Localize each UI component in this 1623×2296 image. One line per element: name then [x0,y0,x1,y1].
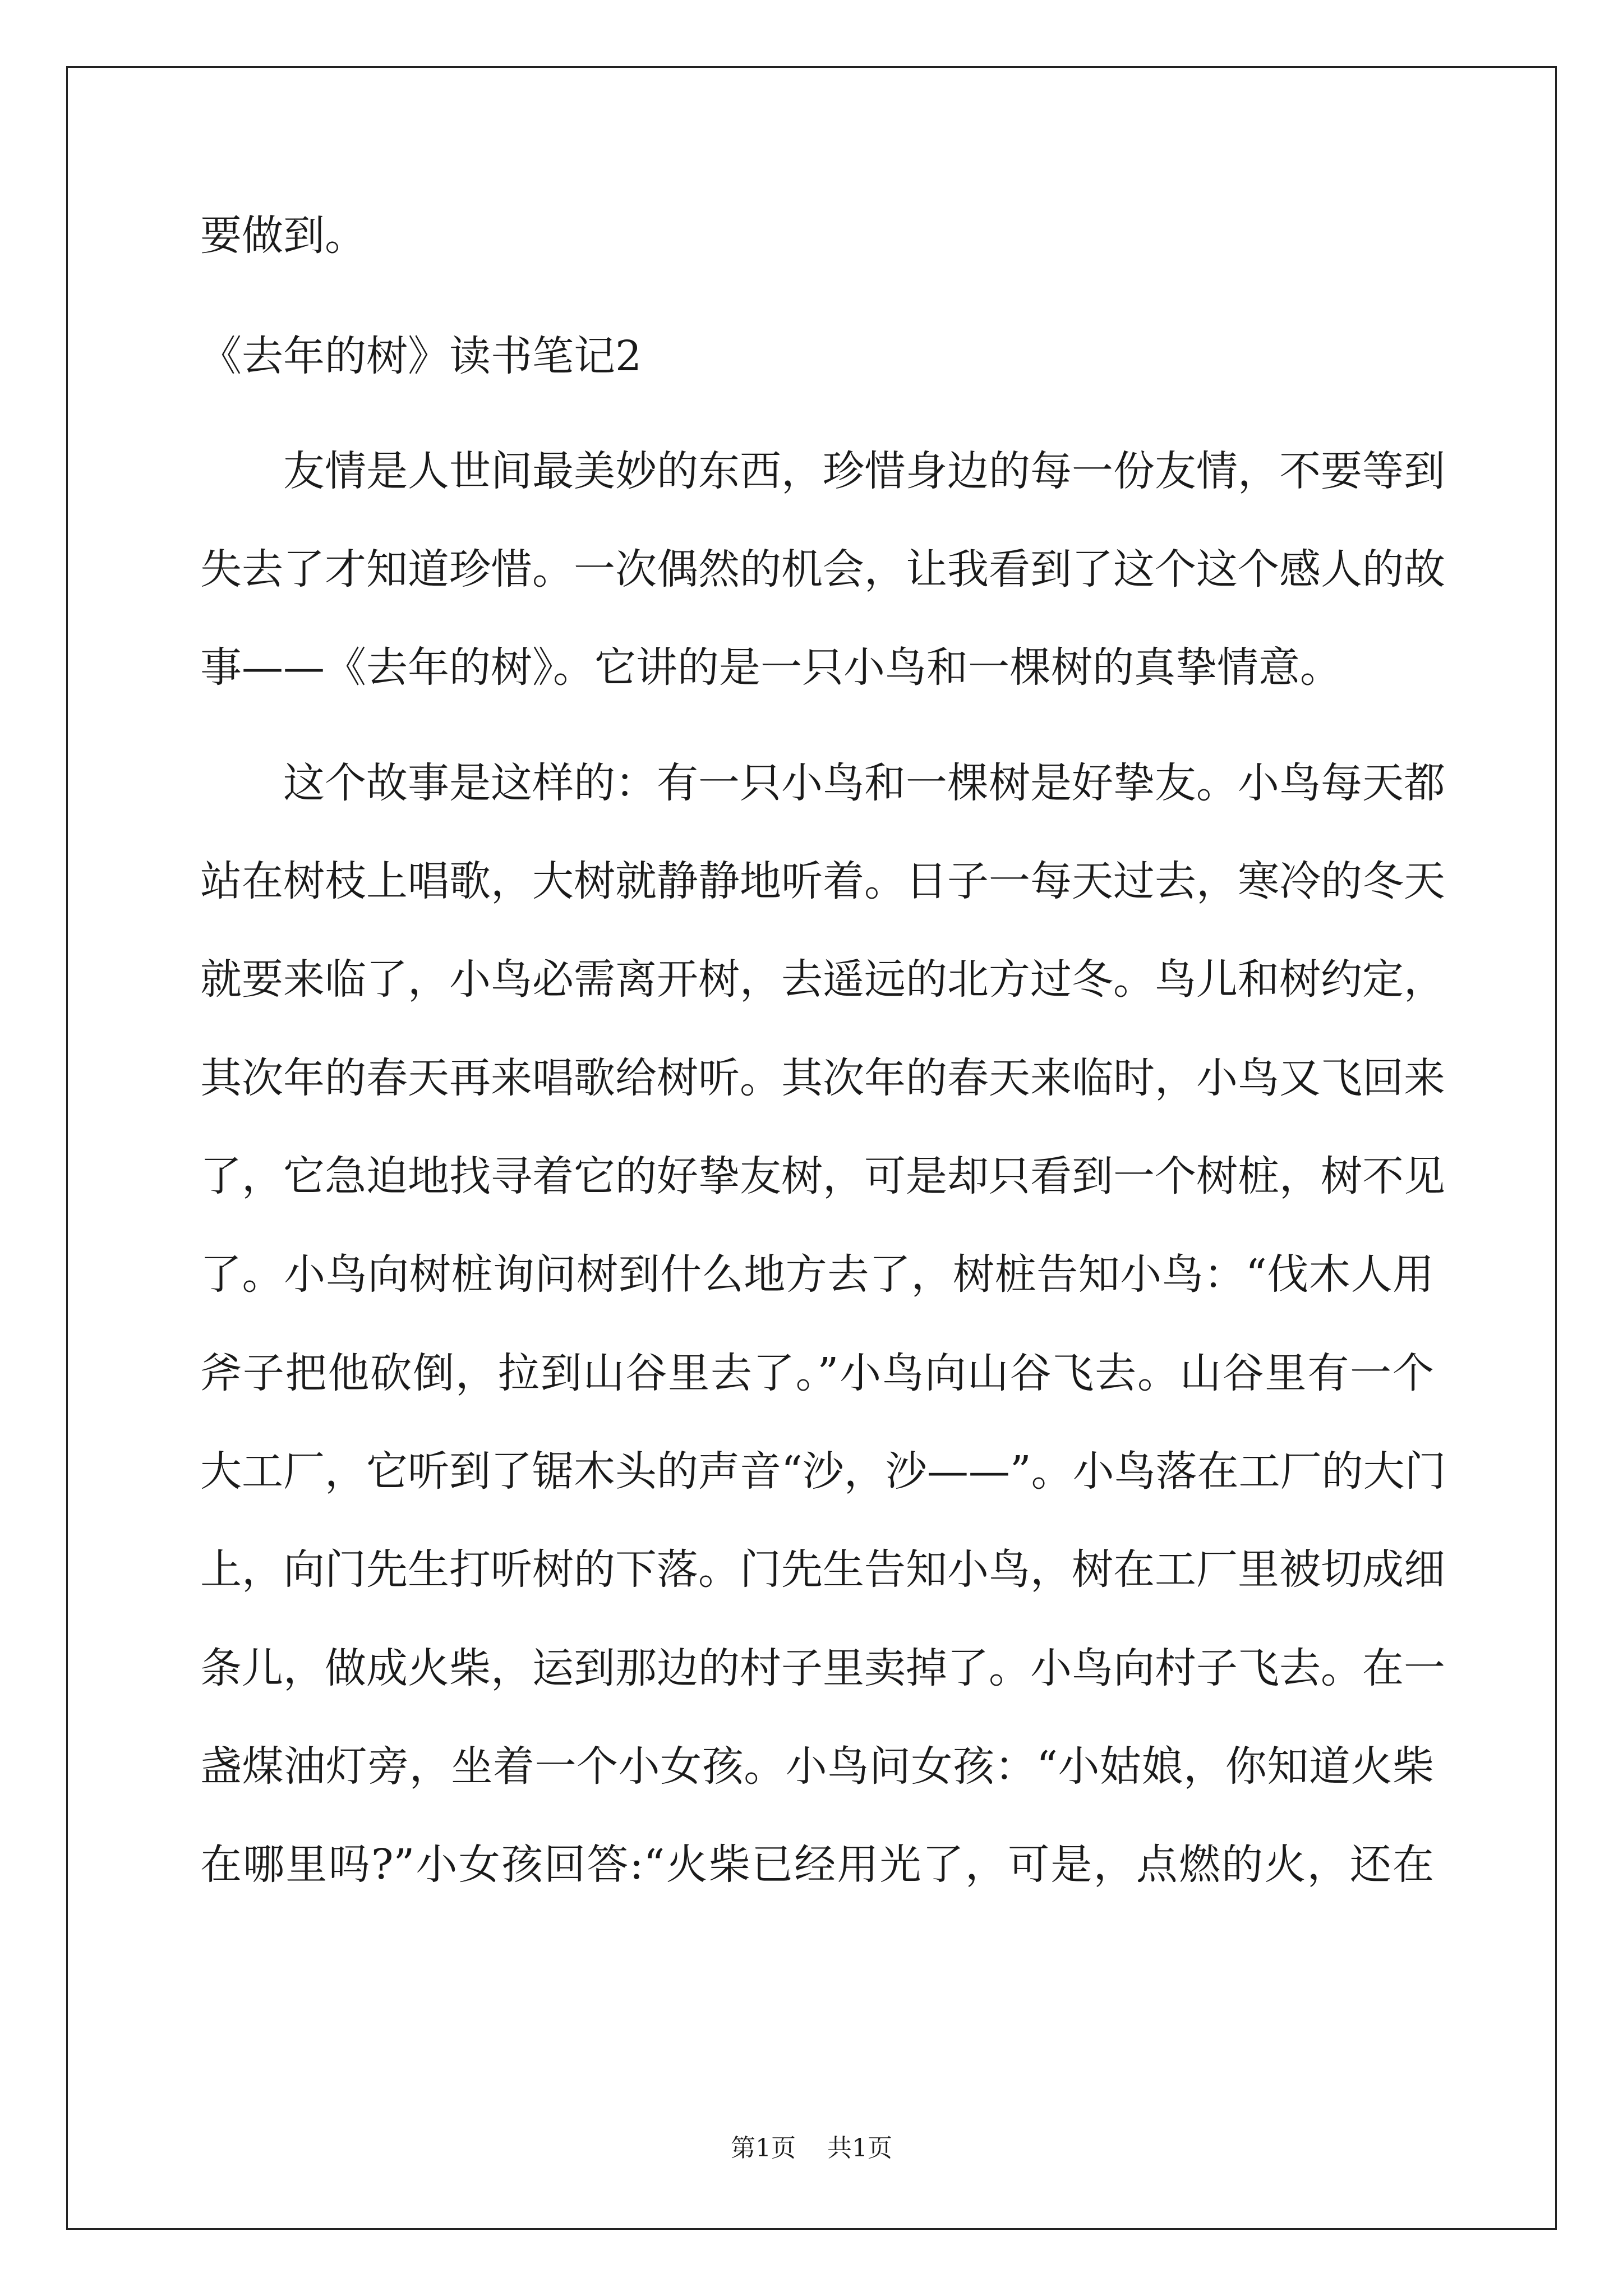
paragraph-line: 事——《去年的树》。它讲的是一只小鸟和一棵树的真挚情意。 [200,643,1341,692]
section-heading: 《去年的树》读书笔记2 [200,332,642,380]
paragraph-line: 条儿，做成火柴，运到那边的村子里卖掉了。小鸟向村子飞去。在一 [200,1644,1445,1692]
paragraph-line: 上，向门先生打听树的下落。门先生告知小鸟，树在工厂里被切成细 [200,1545,1445,1594]
paragraph-line: 友情是人世间最美妙的东西，珍惜身边的每一份友情，不要等到 [283,447,1445,495]
paragraph-line: 斧子把他砍倒，拉到山谷里去了。”小鸟向山谷飞去。山谷里有一个 [200,1349,1434,1397]
paragraph-line: 要做到。 [200,211,366,260]
paragraph-line: 这个故事是这样的：有一只小鸟和一棵树是好挚友。小鸟每天都 [283,759,1445,807]
page-number-total: 共1页 [827,2134,892,2162]
paragraph-line: 站在树枝上唱歌，大树就静静地听着。日子一每天过去，寒冷的冬天 [200,857,1445,905]
paragraph-line: 其次年的春天再来唱歌给树听。其次年的春天来临时，小鸟又飞回来 [200,1054,1445,1102]
paragraph-line: 失去了才知道珍惜。一次偶然的机会，让我看到了这个这个感人的故 [200,545,1445,593]
page-footer [0,2132,1623,2165]
paragraph-line: 就要来临了，小鸟必需离开树，去遥远的北方过冬。鸟儿和树约定， [200,955,1445,1004]
paragraph-line: 了。小鸟向树桩询问树到什么地方去了，树桩告知小鸟：“伐木人用 [200,1250,1434,1299]
paragraph-line: 大工厂，它听到了锯木头的声音“沙，沙——”。小鸟落在工厂的大门 [200,1447,1446,1496]
page-number-current: 第1页 [731,2134,796,2162]
paragraph-line: 在哪里吗?”小女孩回答:“火柴已经用光了，可是，点燃的火，还在 [200,1841,1434,1889]
paragraph-line: 了，它急迫地找寻着它的好挚友树，可是却只看到一个树桩，树不见 [200,1152,1445,1200]
paragraph-line: 盏煤油灯旁，坐着一个小女孩。小鸟问女孩：“小姑娘，你知道火柴 [200,1742,1434,1791]
